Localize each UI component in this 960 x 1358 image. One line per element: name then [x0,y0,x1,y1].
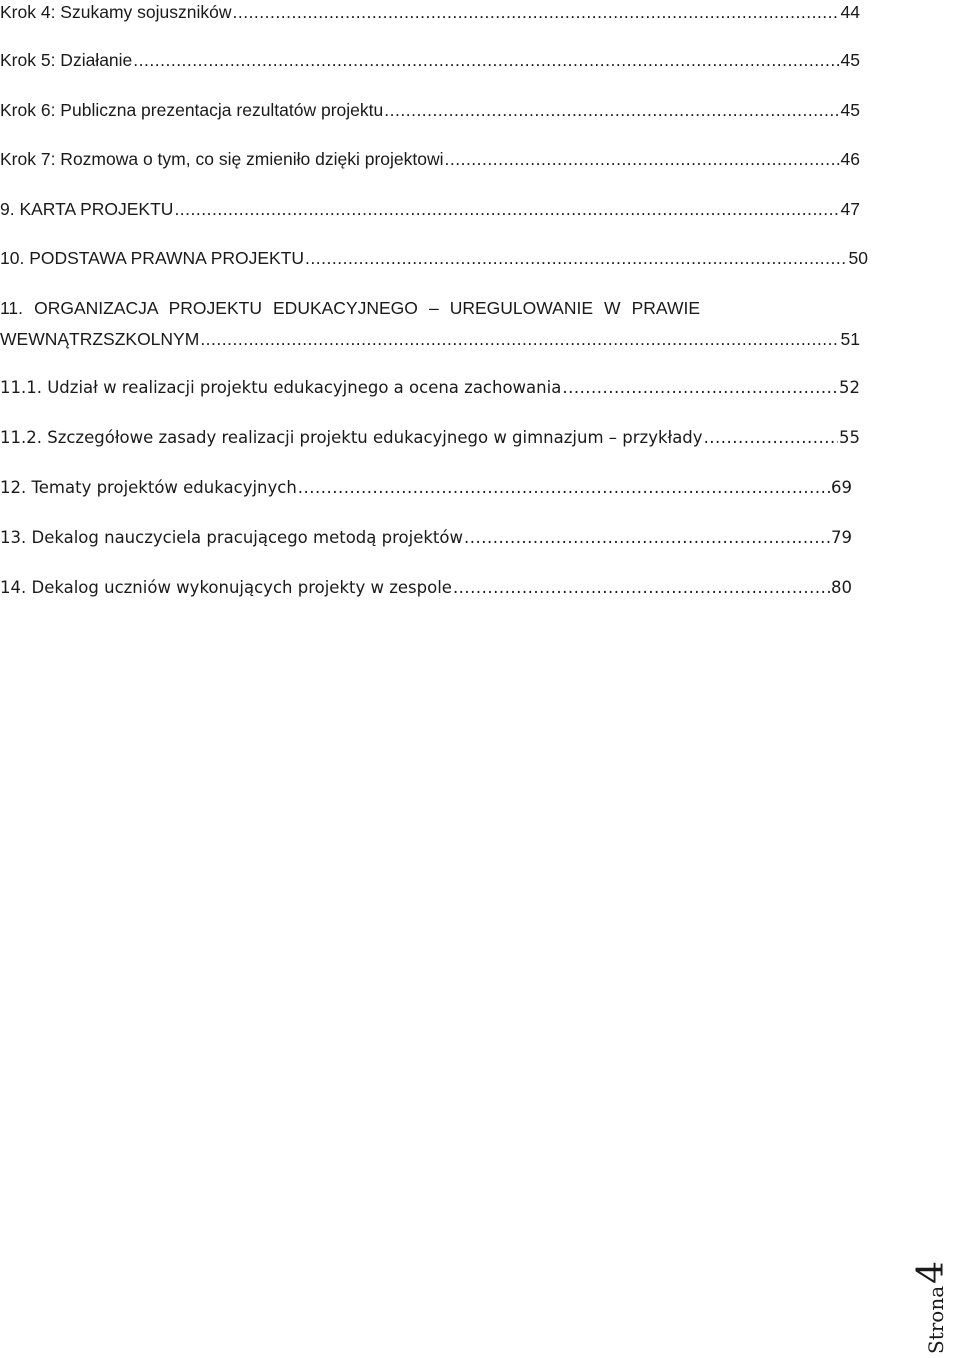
dot-leader [305,247,847,269]
toc-entry-page: 52 [839,378,860,397]
toc-entry[interactable] [0,99,860,121]
toc-entry-label: 12. Tematy projektów edukacyjnych [0,478,297,497]
toc-entry[interactable] [0,198,860,220]
toc-entry-page: 45 [840,100,860,120]
dot-leader [133,49,839,71]
toc-entry-label: 9. KARTA PROJEKTU [0,199,174,219]
toc-entry-page: 80 [831,578,852,597]
toc-entry[interactable] [0,377,860,399]
dot-leader [232,1,839,23]
toc-entry-page: 51 [840,329,860,349]
toc-entry-page: 46 [840,149,860,169]
dot-leader [445,148,840,170]
toc-entry[interactable] [0,527,852,549]
toc-entry-label: 14. Dekalog uczniów wykonujących projekty w zespole [0,578,452,597]
toc-entry[interactable] [0,577,852,599]
toc-entry-label: Krok 6: Publiczna prezentacja rezultatów projektu [0,100,384,120]
toc-entry-page: 45 [840,50,860,70]
toc-entry[interactable] [0,49,860,71]
dot-leader [298,477,830,499]
toc-entry-label: 13. Dekalog nauczyciela pracującego metodą projektów [0,528,463,547]
dot-leader [384,99,839,121]
page-footer [911,1254,956,1354]
toc-entry-label: Krok 4: Szukamy sojuszników [0,2,232,22]
toc-entry-label: 10. PODSTAWA PRAWNA PROJEKTU [0,248,305,268]
toc-entry-page: 47 [840,199,860,219]
toc-entry-continuation[interactable] [0,328,860,350]
toc-entry[interactable] [0,148,860,170]
toc-entry-page: 44 [840,2,860,22]
toc-entry[interactable] [0,427,860,449]
toc-entry-label: 11.1. Udział w realizacji projektu edukacyjnego a ocena zachowania [0,378,562,397]
dot-leader [200,328,839,350]
dot-leader [453,577,830,599]
dot-leader [704,427,838,449]
page-number-label [911,1261,952,1354]
dot-leader [464,527,830,549]
toc-entry-label: 11.2. Szczegółowe zasady realizacji projektu edukacyjnego w gimnazjum – przykłady [0,428,703,447]
toc-entry[interactable] [0,1,860,23]
page-number: 4 [911,1260,952,1284]
toc-entry-page: 69 [831,478,852,497]
toc-entry-label: Krok 5: Działanie [0,50,133,70]
toc-entry-page: 50 [848,248,868,268]
dot-leader [174,198,839,220]
toc-entry-page: 55 [839,428,860,447]
toc-entry[interactable] [0,247,868,269]
toc-entry[interactable] [0,477,852,499]
dot-leader [562,377,838,399]
toc-entry[interactable] [0,297,860,319]
toc-entry-label: Krok 7: Rozmowa o tym, co się zmieniło dzięki projektowi [0,149,444,169]
page-word: Strona [924,1285,948,1354]
toc-entry-page: 79 [831,528,852,547]
toc-entry-label-line2: WEWNĄTRZSZKOLNYM [0,329,200,349]
toc-entry-label-line1: 11. ORGANIZACJA PROJEKTU EDUKACYJNEGO – UREGULOWANIE W PRAWIE [0,298,700,318]
